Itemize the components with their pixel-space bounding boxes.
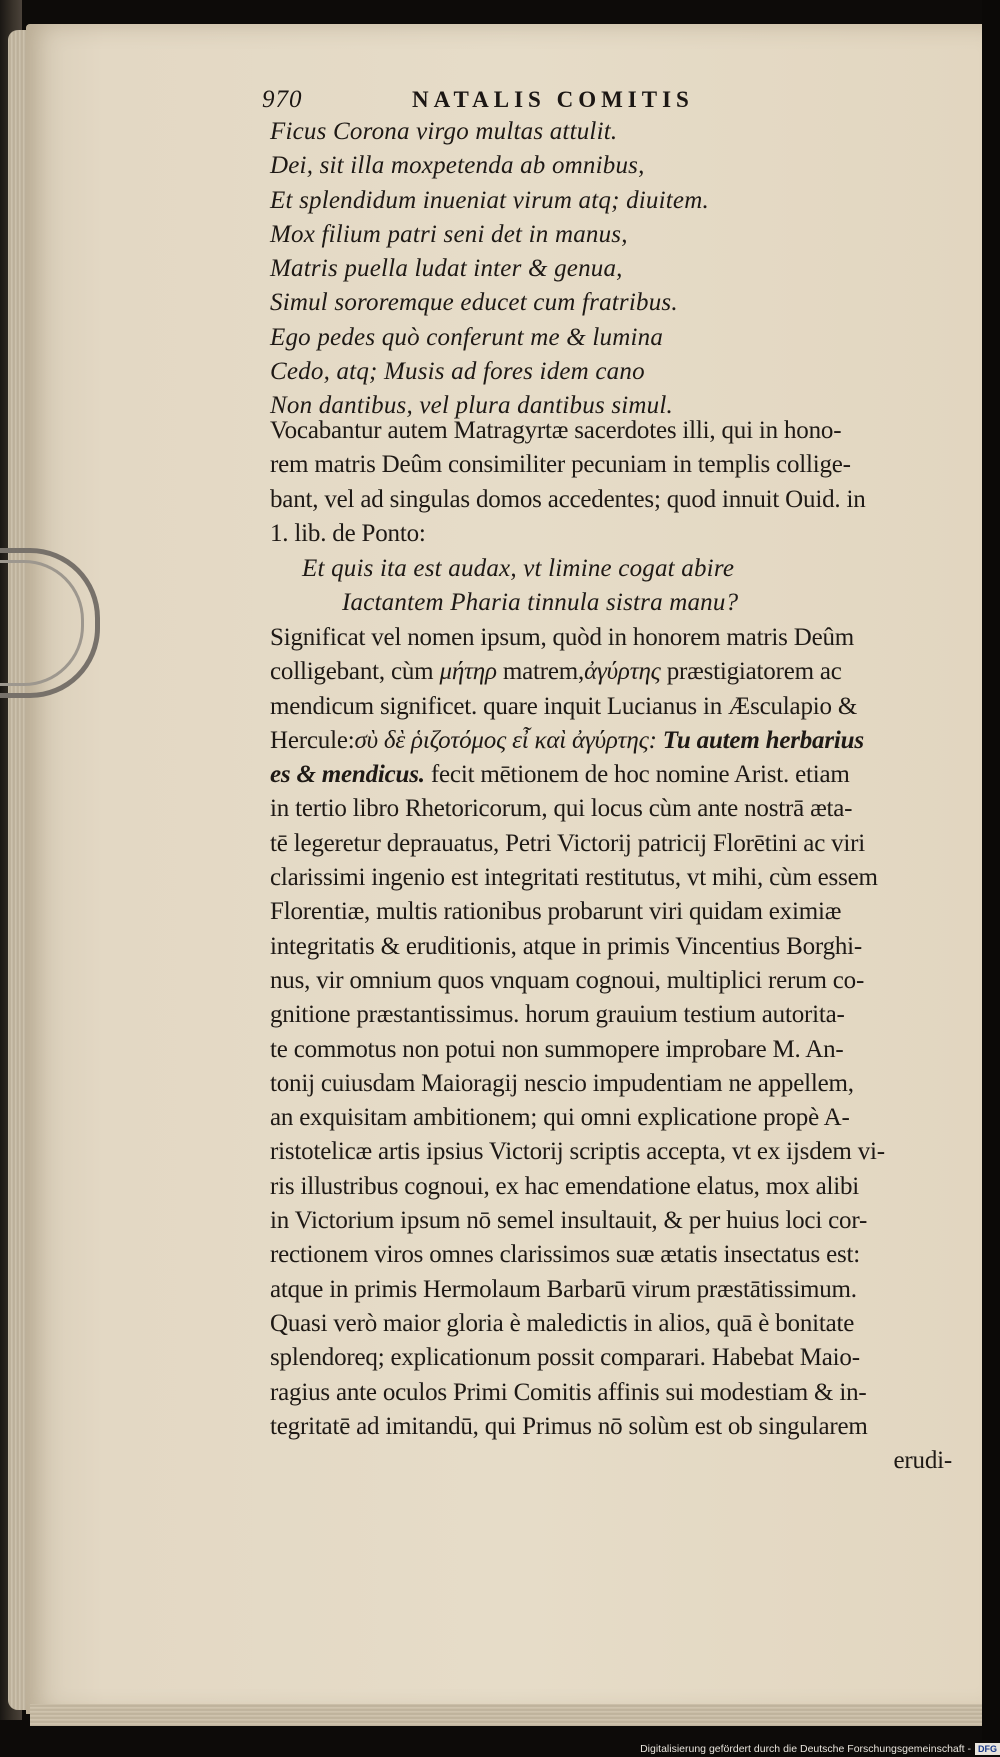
page-bottom-edges: [30, 1704, 992, 1726]
verse-line: Iactantem Pharia tinnula sistra manu?: [342, 589, 739, 617]
prose-line: bant, vel ad singulas domos accedentes; quod innuit Ouid. in: [270, 485, 866, 513]
prose-line: ristotelicæ artis ipsius Victorij scriptis accepta, vt ex ijsdem vi-: [270, 1138, 885, 1166]
verse-block-2: [302, 552, 992, 621]
prose-line: gnitione præstantissimus. horum grauium testium autorita-: [270, 1001, 845, 1029]
prose-line: te commotus non potui non summopere improbare M. An-: [270, 1035, 844, 1063]
running-title: NATALIS COMITIS: [412, 87, 694, 112]
greek-quote: σὺ δὲ ῥιζοτόμος εἶ καὶ ἀγύρτης:: [354, 726, 657, 754]
verse-line: Cedo, atq; Musis ad fores idem cano: [270, 358, 645, 386]
prose-line: splendoreq; explicationum possit comparari. Habebat Maio-: [270, 1344, 860, 1372]
prose-text: fecit mētionem de hoc nomine Arist. etiam: [430, 761, 850, 789]
prose-line: ris illustribus cognoui, ex hac emendatione elatus, mox alibi: [270, 1172, 860, 1200]
prose-line: Vocabantur autem Matragyrtæ sacerdotes illi, qui in hono-: [270, 417, 842, 444]
verse-line: Et quis ita est audax, vt limine cogat abire: [302, 555, 735, 582]
prose-line: Significat vel nomen ipsum, quòd in honorem matris Deûm: [270, 624, 855, 651]
prose-line: 1. lib. de Ponto:: [270, 519, 426, 547]
prose-text: colligebant, cùm: [270, 658, 434, 686]
digitization-credit: [600, 1740, 1000, 1757]
prose-block-1: [270, 414, 960, 551]
prose-line: tē legeretur deprauatus, Petri Victorij patricij Florētini ac viri: [270, 829, 866, 857]
verse-line: Matris puella ludat inter & genua,: [270, 255, 623, 283]
catchword: erudi-: [893, 1447, 952, 1475]
dfg-logo: DFG: [975, 1743, 1000, 1755]
prose-line: clarissimi ingenio est integritati restitutus, vt mihi, cùm essem: [270, 864, 878, 892]
verse-line: Ficus Corona virgo multas attulit.: [270, 118, 618, 145]
verse-line: Simul sororemque educet cum fratribus.: [270, 289, 678, 317]
verse-line: Dei, sit illa moxpetenda ab omnibus,: [270, 152, 645, 180]
latin-translation: es & mendicus.: [270, 761, 425, 789]
prose-line: [270, 758, 960, 792]
credit-text: Digitalisierung gefördert durch die Deutsche Forschungsgemeinschaft -: [640, 1742, 971, 1755]
prose-line: an exquisitam ambitionem; qui omni explicatione propè A-: [270, 1104, 850, 1132]
prose-text: matrem,: [502, 658, 585, 686]
verse-line: Mox filium patri seni det in manus,: [270, 220, 628, 248]
page-number: 970: [262, 86, 303, 113]
verse-line: Ego pedes quò conferunt me & lumina: [270, 323, 664, 351]
prose-line-greek: [270, 724, 960, 758]
prose-line: Florentiæ, multis rationibus probarunt viri quidam eximiæ: [270, 898, 842, 926]
latin-translation: Tu autem herbarius: [662, 726, 864, 754]
prose-line: rectionem viros omnes clarissimos suæ ætatis insectatus est:: [270, 1241, 861, 1269]
verse-line: Non dantibus, vel plura dantibus simul.: [270, 392, 673, 420]
prose-block-2: [270, 621, 960, 1478]
prose-line: tonij cuiusdam Maioragij nescio impudentiam ne appellem,: [270, 1069, 854, 1097]
greek-word: μήτηρ: [439, 658, 497, 686]
prose-line: nus, vir omnium quos vnquam cognoui, multiplici rerum co-: [270, 966, 865, 994]
greek-word: ἀγύρτης: [584, 658, 661, 686]
prose-text: præstigiatorem ac: [666, 658, 842, 686]
prose-text: Hercule:: [270, 726, 355, 754]
prose-line: rem matris Deûm consimiliter pecuniam in templis collige-: [270, 451, 851, 479]
verse-block-1: [270, 115, 960, 424]
prose-line: tegritatē ad imitandū, qui Primus nō solùm est ob singularem: [270, 1412, 868, 1440]
prose-line: atque in primis Hermolaum Barbarū virum præstātissimum.: [270, 1275, 857, 1303]
right-background: [982, 0, 1000, 1757]
prose-line: integritatis & eruditionis, atque in primis Vincentius Borghi-: [270, 932, 863, 960]
prose-line: ragius ante oculos Primi Comitis affinis sui modestiam & in-: [270, 1378, 867, 1406]
prose-line-greek: [270, 655, 960, 689]
verse-line: Et splendidum inueniat virum atq; diuitem.: [270, 186, 709, 214]
prose-line: in Victorium ipsum nō semel insultauit, & per huius loci cor-: [270, 1207, 868, 1235]
prose-line: mendicum significet. quare inquit Lucianus in Æsculapio &: [270, 692, 858, 720]
prose-line: in tertio libro Rhetoricorum, qui locus cùm ante nostrā æta-: [270, 795, 853, 823]
prose-line: Quasi verò maior gloria è maledictis in alios, quā è bonitate: [270, 1309, 855, 1337]
